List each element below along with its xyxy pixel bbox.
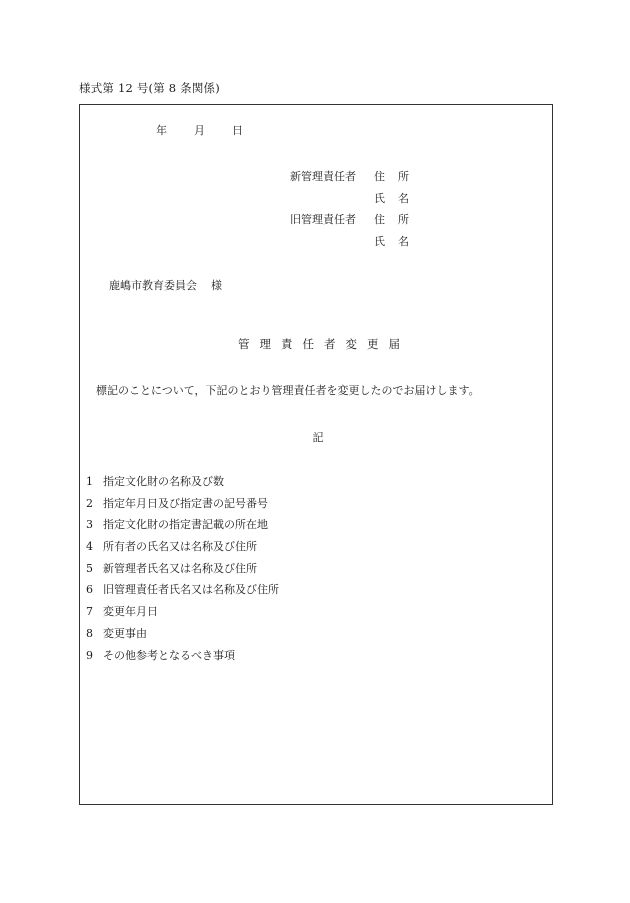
applicant-field-label: 住所 bbox=[374, 213, 422, 226]
item-text: 指定文化財の名称及び数 bbox=[103, 475, 224, 488]
item-text: 変更事由 bbox=[103, 626, 147, 640]
item-number: 2 bbox=[86, 496, 93, 510]
date-year-label: 年 bbox=[156, 124, 167, 137]
list-item bbox=[86, 493, 279, 515]
applicant-role bbox=[290, 231, 374, 253]
item-text: その他参考となるべき事項 bbox=[103, 648, 235, 662]
list-item bbox=[86, 601, 279, 623]
list-item bbox=[86, 623, 279, 645]
applicant-field-label: 住所 bbox=[374, 170, 422, 183]
applicant-row bbox=[290, 188, 424, 210]
addressee bbox=[109, 277, 222, 293]
list-item bbox=[86, 514, 279, 536]
item-number: 9 bbox=[86, 648, 93, 662]
item-number: 6 bbox=[86, 583, 93, 597]
date-month-label: 月 bbox=[194, 124, 205, 137]
applicant-row bbox=[290, 166, 424, 188]
item-number: 3 bbox=[86, 518, 93, 532]
applicant-row bbox=[290, 231, 424, 253]
date-day-label: 日 bbox=[232, 124, 243, 137]
item-number: 1 bbox=[86, 475, 93, 488]
list-item bbox=[86, 536, 279, 558]
form-number: 様式第 12 号(第 8 条関係) bbox=[79, 81, 220, 95]
item-text: 指定文化財の指定書記載の所在地 bbox=[103, 518, 268, 532]
item-number: 5 bbox=[86, 561, 93, 575]
ki-heading: 記 bbox=[312, 431, 324, 444]
list-item bbox=[86, 579, 279, 601]
applicant-role: 旧管理責任者 bbox=[290, 213, 356, 226]
applicant-role bbox=[290, 188, 374, 210]
addressee-honorific: 様 bbox=[211, 279, 222, 292]
item-text: 所有者の氏名又は名称及び住所 bbox=[103, 540, 257, 554]
list-item bbox=[86, 645, 279, 667]
item-number: 7 bbox=[86, 605, 93, 619]
item-text: 指定年月日及び指定書の記号番号 bbox=[103, 496, 268, 510]
form-frame bbox=[79, 104, 553, 805]
applicant-field-label: 氏名 bbox=[374, 191, 422, 205]
applicant-role: 新管理責任者 bbox=[290, 170, 356, 183]
applicant-field-label: 氏名 bbox=[374, 234, 422, 248]
addressee-name: 鹿嶋市教育委員会 bbox=[109, 279, 197, 292]
item-number: 8 bbox=[86, 626, 93, 640]
document-title: 管理責任者変更届 bbox=[238, 337, 410, 351]
item-number: 4 bbox=[86, 540, 93, 554]
date-line bbox=[156, 122, 243, 138]
statement-text: 標記のことについて，下記のとおり管理責任者を変更したのでお届けします。 bbox=[96, 384, 480, 397]
item-text: 旧管理責任者氏名又は名称及び住所 bbox=[103, 583, 279, 597]
item-list bbox=[86, 471, 279, 666]
list-item bbox=[86, 558, 279, 580]
applicant-row bbox=[290, 209, 424, 231]
list-item bbox=[86, 471, 279, 493]
item-text: 変更年月日 bbox=[103, 605, 158, 619]
item-text: 新管理者氏名又は名称及び住所 bbox=[103, 561, 257, 575]
applicant-block bbox=[290, 166, 424, 252]
